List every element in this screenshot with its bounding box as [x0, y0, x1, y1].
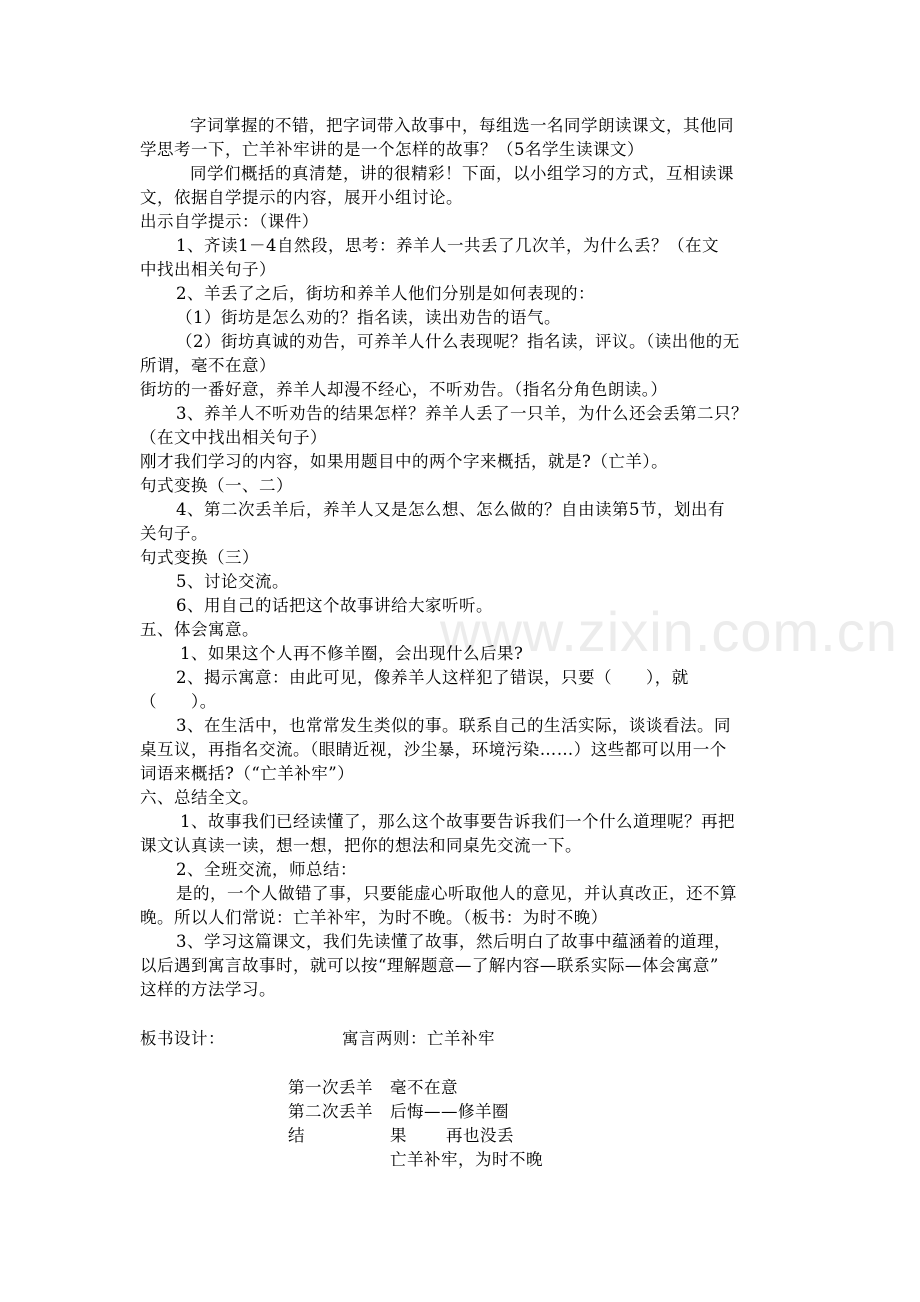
board-row-right: 毫不在意 [390, 1078, 458, 1097]
text-line: 所谓，毫不在意） [140, 356, 276, 375]
text-line: 关句子。 [140, 524, 208, 543]
text-line: 学思考一下，亡羊补牢讲的是一个怎样的故事？（5名学生读课文） [140, 140, 644, 159]
text-line: 街坊的一番好意，养羊人却漫不经心，不听劝告。（指名分角色朗读。） [140, 380, 668, 399]
text-line: 这样的方法学习。 [140, 980, 276, 999]
text-line: 课文认真读一读，想一想，把你的想法和同桌先交流一下。 [140, 836, 582, 855]
text-line: 6、用自己的话把这个故事讲给大家听听。 [176, 596, 493, 615]
text-line: 中找出相关句子） [140, 260, 276, 279]
text-line: 句式变换（三） [140, 548, 259, 567]
text-line: 词语来概括?（“亡羊补牢”） [140, 764, 355, 783]
text-line: 2、羊丢了之后，街坊和养羊人他们分别是如何表现的： [176, 284, 595, 303]
text-line: 1、齐读1－4自然段，思考：养羊人一共丢了几次羊，为什么丢？（在文 [176, 236, 719, 255]
text-line: 3、学习这篇课文，我们先读懂了故事，然后明白了故事中蕴涵着的道理， [176, 932, 731, 951]
text-line: 3、养羊人不听劝告的结果怎样？养羊人丢了一只羊，为什么还会丢第二只？ [176, 404, 748, 423]
text-line: （ ）。 [140, 692, 217, 711]
board-result-char: 果 [390, 1126, 407, 1145]
text-line: 以后遇到寓言故事时，就可以按“理解题意—了解内容—联系实际—体会寓意” [140, 956, 719, 975]
text-line: 文，依据自学提示的内容，展开小组讨论。 [140, 188, 463, 207]
text-line: 晚。所以人们常说：亡羊补牢，为时不晚。（板书：为时不晚） [140, 908, 608, 927]
board-row-left: 第二次丢羊 [288, 1102, 373, 1121]
text-line: 2、揭示寓意：由此可见，像养羊人这样犯了错误，只要（ ），就 [176, 668, 689, 687]
watermark: www.zixin.com.cn [440, 600, 898, 663]
text-line: 2、全班交流，师总结： [176, 860, 357, 879]
board-title: 寓言两则：亡羊补牢 [342, 1029, 495, 1048]
text-line: 字词掌握的不错，把字词带入故事中，每组选一名同学朗读课文，其他同 [190, 116, 734, 135]
text-line: 3、在生活中，也常常发生类似的事。联系自己的生活实际，谈谈看法。同 [176, 716, 731, 735]
text-line: 句式变换（一、二） [140, 476, 293, 495]
board-conclusion: 亡羊补牢，为时不晚 [390, 1150, 543, 1169]
text-line: 同学们概括的真清楚，讲的很精彩！下面，以小组学习的方式，互相读课 [190, 164, 734, 183]
board-row-left: 第一次丢羊 [288, 1078, 373, 1097]
text-line: 出示自学提示：（课件） [140, 212, 319, 231]
text-line: （在文中找出相关句子） [140, 428, 327, 447]
text-line: 5、讨论交流。 [176, 572, 289, 591]
board-design-label: 板书设计： [140, 1029, 225, 1048]
board-row-right: 后悔——修羊圈 [390, 1102, 509, 1121]
text-line: 六、总结全文。 [140, 788, 259, 807]
text-line: 刚才我们学习的内容，如果用题目中的两个字来概括，就是?（亡羊）。 [140, 452, 669, 471]
text-line: 4、第二次丢羊后，养羊人又是怎么想、怎么做的？自由读第5节，划出有 [176, 500, 725, 519]
text-line: 桌互议，再指名交流。（眼睛近视，沙尘暴，环境污染……）这些都可以用一个 [140, 740, 727, 759]
text-line: （2）街坊真诚的劝告，可养羊人什么表现呢？指名读，评议。（读出他的无 [176, 332, 740, 351]
text-line: 1、故事我们已经读懂了，那么这个故事要告诉我们一个什么道理呢？再把 [180, 812, 735, 831]
text-line: （1）街坊是怎么劝的？指名读，读出劝告的语气。 [176, 308, 561, 327]
text-line: 是的，一个人做错了事，只要能虚心听取他人的意见，并认真改正，还不算 [176, 884, 737, 903]
board-row-right: 再也没丢 [446, 1126, 514, 1145]
text-line: 1、如果这个人再不修羊圈，会出现什么后果? [180, 644, 524, 663]
board-result-char: 结 [288, 1126, 305, 1145]
text-line: 五、体会寓意。 [140, 620, 259, 639]
